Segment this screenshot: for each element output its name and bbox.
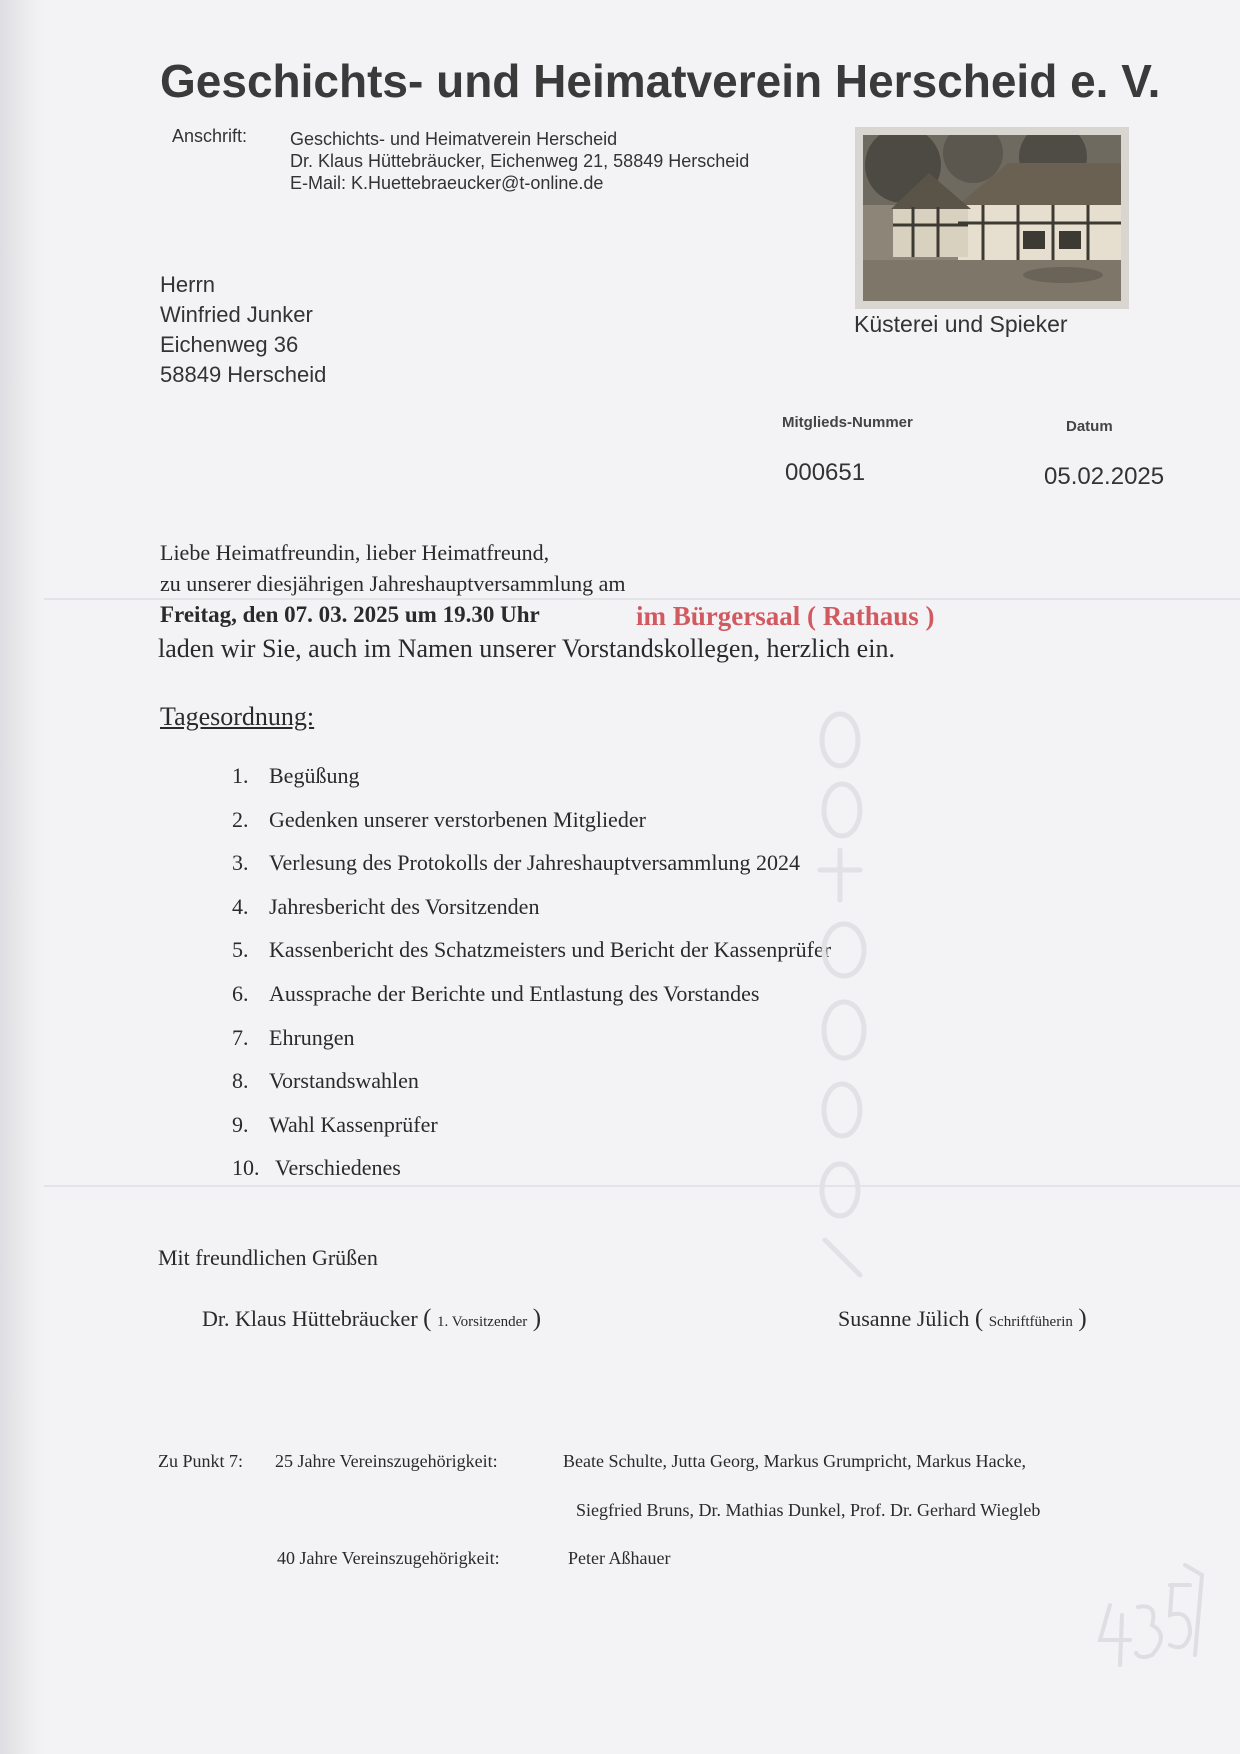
paren-close: )	[532, 1305, 542, 1332]
signer-name: Susanne Jülich	[838, 1306, 970, 1331]
member-number: 000651	[785, 459, 866, 486]
agenda-item-text: Begüßung	[269, 763, 360, 788]
agenda-item-number: 10.	[232, 1155, 260, 1181]
agenda-item	[232, 1068, 831, 1112]
date-label: Datum	[1066, 418, 1113, 435]
agenda-item-number: 9.	[232, 1111, 249, 1137]
kuesterei-photo	[855, 127, 1129, 309]
honors-25-years-names: Beate Schulte, Jutta Georg, Markus Grumpricht, Markus Hacke,	[563, 1451, 1027, 1471]
signer-role: Schriftfüherin	[988, 1314, 1073, 1330]
sender-address-line: E-Mail: K.Huettebraeucker@t-online.de	[290, 173, 604, 193]
signer-secretary	[838, 1305, 1087, 1333]
greeting-line: Liebe Heimatfreundin, lieber Heimatfreund,	[160, 540, 550, 565]
address-label: Anschrift:	[172, 126, 248, 146]
agenda-item-text: Kassenbericht des Schatzmeisters und Bericht der Kassenprüfer	[269, 937, 832, 963]
half-timbered-house-image	[863, 135, 1121, 301]
agenda-item	[232, 1112, 831, 1156]
agenda-item	[232, 850, 831, 894]
agenda-item	[232, 1025, 831, 1069]
faint-handwritten-stamp	[770, 700, 910, 1300]
agenda-item-number: 6.	[232, 980, 249, 1006]
meeting-venue: im Bürgersaal ( Rathaus )	[636, 601, 935, 631]
agenda-item-number: 5.	[232, 937, 249, 963]
paren-open: (	[423, 1305, 432, 1332]
honors-40-years-label: 40 Jahre Vereinszugehörigkeit:	[277, 1548, 500, 1568]
agenda-item-text: Ehrungen	[269, 1024, 355, 1050]
sender-address-line: Dr. Klaus Hüttebräucker, Eichenweg 21, 58849 Herscheid	[290, 151, 750, 171]
agenda-item	[232, 937, 831, 981]
honors-25-years-label: 25 Jahre Vereinszugehörigkeit:	[275, 1451, 498, 1471]
agenda-item-number: 3.	[232, 850, 249, 876]
agenda-item	[232, 894, 831, 938]
paper-fold-line	[44, 598, 1240, 600]
recipient-name: Winfried Junker	[160, 302, 313, 327]
meeting-date-time: Freitag, den 07. 03. 2025 um 19.30 Uhr	[160, 602, 540, 627]
member-number-label: Mitglieds-Nummer	[782, 414, 913, 431]
recipient-address	[160, 270, 326, 390]
agenda-item-text: Wahl Kassenprüfer	[269, 1111, 438, 1137]
invitation-line: laden wir Sie, auch im Namen unserer Vorstandskollegen, herzlich ein.	[158, 634, 895, 663]
signer-role: 1. Vorsitzender	[436, 1314, 528, 1330]
agenda-item	[232, 807, 831, 851]
agenda-item-text: Gedenken unserer verstorbenen Mitglieder	[269, 806, 646, 832]
agenda-title: Tagesordnung:	[160, 702, 315, 731]
paren-open: (	[974, 1305, 984, 1332]
recipient-street: Eichenweg 36	[160, 332, 299, 357]
signer-name: Dr. Klaus Hüttebräucker	[202, 1306, 418, 1331]
closing-phrase: Mit freundlichen Grüßen	[158, 1245, 378, 1270]
scan-edge-shadow	[0, 0, 44, 1754]
recipient-city: 58849 Herscheid	[160, 362, 327, 387]
agenda-item	[232, 763, 831, 807]
photo-caption: Küsterei und Spieker	[854, 311, 1068, 337]
agenda-item-number: 7.	[232, 1024, 249, 1050]
honors-25-years-names: Siegfried Bruns, Dr. Mathias Dunkel, Prof. Dr. Gerhard Wiegleb	[576, 1500, 1041, 1520]
agenda-item-number: 2.	[232, 806, 249, 832]
sender-address	[290, 128, 749, 194]
agenda-item-text: Jahresbericht des Vorsitzenden	[269, 893, 540, 919]
honors-40-years-names: Peter Aßhauer	[568, 1548, 671, 1568]
greeting-line: zu unserer diesjährigen Jahreshauptversammlung am	[160, 571, 626, 596]
agenda-item-text: Aussprache der Berichte und Entlastung des Vorstandes	[269, 980, 760, 1006]
agenda-list	[232, 763, 831, 1199]
agenda-item	[232, 981, 831, 1025]
agenda-item-number: 8.	[232, 1068, 249, 1094]
letter-date: 05.02.2025	[1044, 463, 1165, 490]
agenda-item-text: Verschiedenes	[275, 1155, 401, 1181]
paren-close: )	[1078, 1305, 1087, 1332]
agenda-item-text: Vorstandswahlen	[269, 1068, 419, 1094]
agenda-item-number: 4.	[232, 893, 249, 919]
signer-chairman	[202, 1305, 541, 1333]
sender-address-line: Geschichts- und Heimatverein Herscheid	[290, 129, 618, 149]
honors-reference: Zu Punkt 7:	[158, 1451, 244, 1471]
agenda-item	[232, 1155, 831, 1199]
agenda-item-text: Verlesung des Protokolls der Jahreshauptversammlung 2024	[269, 850, 800, 876]
letterhead-title: Geschichts- und Heimatverein Herscheid e. V.	[160, 55, 1161, 107]
agenda-item-number: 1.	[232, 763, 249, 788]
recipient-salutation: Herrn	[160, 272, 216, 297]
handwritten-corner-note	[1090, 1545, 1210, 1675]
